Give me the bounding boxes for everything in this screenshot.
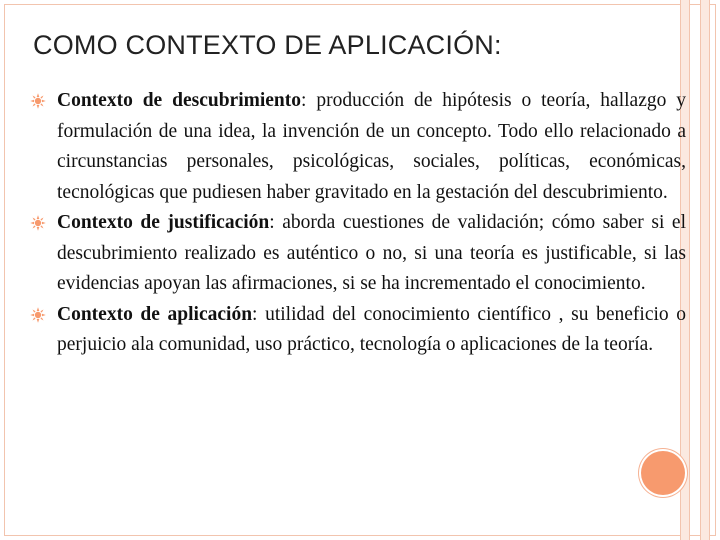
bullet-text: : utilidad del conocimiento científico , su beneficio o perjuicio ala comunidad, uso práctico, tecnología o aplicaciones de la teoría. <box>57 303 686 355</box>
bullet-item <box>30 300 686 361</box>
decorative-circle <box>641 451 685 495</box>
bullet-term: Contexto de descubrimiento <box>57 90 302 111</box>
bullet-item <box>30 86 686 208</box>
bullet-term: Contexto de aplicación <box>57 303 253 325</box>
slide-title: COMO CONTEXTO DE APLICACIÓN: <box>33 30 502 60</box>
bullet-text: : aborda cuestiones de validación; cómo saber si el descubrimiento realizado es auténtico o no, si una teoría es justificable, si las evidencias apoyan las afirmaciones, si se ha incrementado el conocimiento. <box>57 212 686 294</box>
bullet-list <box>30 86 686 361</box>
sun-icon <box>30 307 46 323</box>
sun-icon <box>30 93 46 109</box>
bullet-term: Contexto de justificación <box>57 212 270 233</box>
bullet-text: : producción de hipótesis o teoría, hallazgo y formulación de una idea, la invención de un concepto. Todo ello relacionado a circunstancias personales, psicológicas, sociales, políticas, económicas, tecnológicas que pudiesen haber gravitado en la gestación del descubrimiento. <box>57 90 686 203</box>
bullet-item <box>30 208 686 300</box>
decorative-stripe <box>700 0 710 540</box>
sun-icon <box>30 215 46 231</box>
